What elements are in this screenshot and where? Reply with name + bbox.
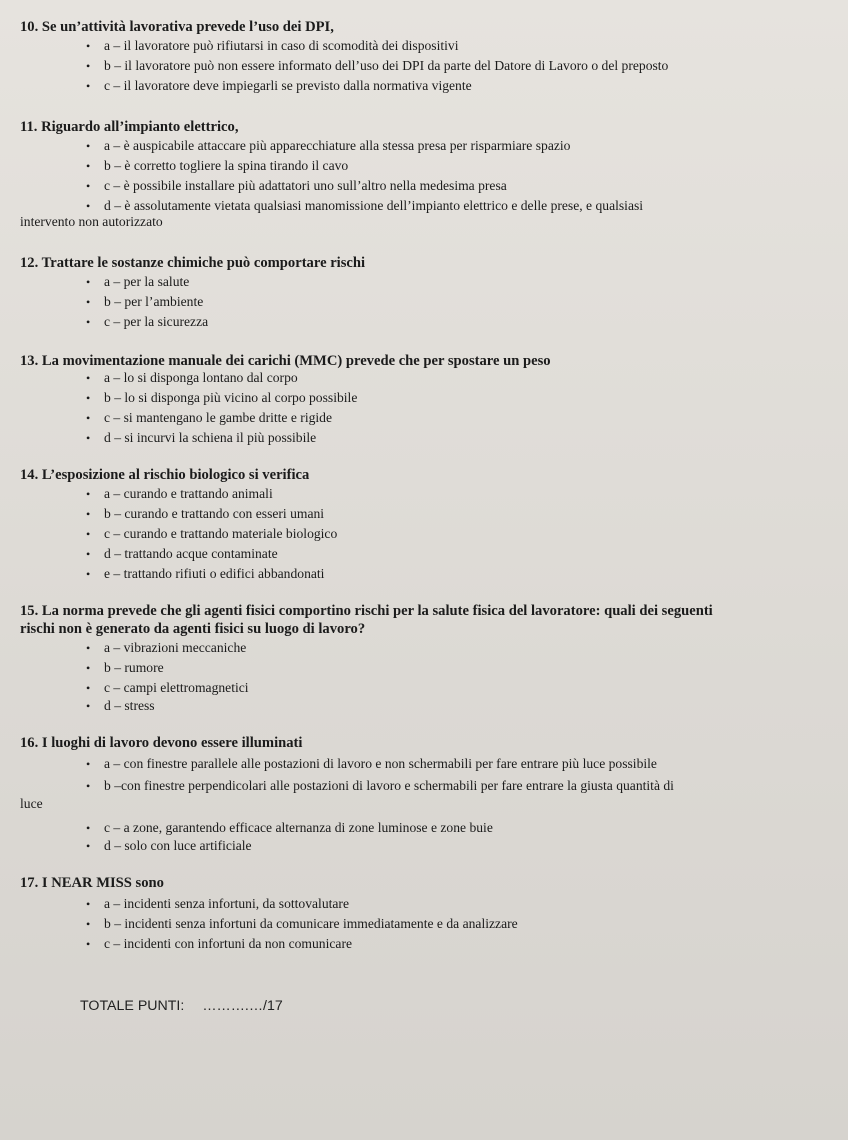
question-16-option-b: • b –con finestre perpendicolari alle postazioni di lavoro e schermabili per fare entrare la giusta quantità di (104, 778, 838, 794)
question-10-option-b: • b – il lavoratore può non essere informato dell’uso dei DPI da parte del Datore di Lavoro o del preposto (104, 58, 838, 74)
question-13-option-a: • a – lo si disponga lontano dal corpo (104, 370, 838, 386)
question-14-title: 14. L’esposizione al rischio biologico si verifica (20, 467, 310, 483)
question-10-option-c: • c – il lavoratore deve impiegarli se previsto dalla normativa vigente (104, 78, 838, 94)
question-15-option-b: • b – rumore (104, 660, 838, 676)
question-16-option-b-continuation: luce (20, 796, 43, 811)
question-11-title: 11. Riguardo all’impianto elettrico, (20, 119, 239, 135)
question-16-option-c: • c – a zone, garantendo efficace alternanza di zone luminose e zone buie (104, 820, 838, 836)
question-13-option-b: • b – lo si disponga più vicino al corpo possibile (104, 390, 838, 406)
question-15-title-line-1: 15. La norma prevede che gli agenti fisici comportino rischi per la salute fisica del lavoratore: quali dei seguenti (20, 603, 713, 619)
question-15-option-c: • c – campi elettromagnetici (104, 680, 838, 696)
question-15-title-line-2: rischi non è generato da agenti fisici su luogo di lavoro? (20, 621, 366, 637)
question-16-option-d: • d – solo con luce artificiale (104, 838, 838, 854)
question-15-option-d: • d – stress (104, 698, 838, 714)
question-13-option-c: • c – si mantengano le gambe dritte e rigide (104, 410, 838, 426)
question-16-option-a: • a – con finestre parallele alle postazioni di lavoro e non schermabili per fare entrare più luce possibile (104, 756, 838, 772)
question-11-option-a: • a – è auspicabile attaccare più apparecchiature alla stessa presa per risparmiare spazio (104, 138, 838, 154)
total-score-blank[interactable]: ……….…/17 (202, 998, 283, 1014)
question-13-option-d: • d – si incurvi la schiena il più possibile (104, 430, 838, 446)
question-11-option-d-continuation: intervento non autorizzato (20, 214, 163, 229)
question-12-option-b: • b – per l’ambiente (104, 294, 838, 310)
question-11-option-c: • c – è possibile installare più adattatori uno sull’altro nella medesima presa (104, 178, 838, 194)
question-12-title: 12. Trattare le sostanze chimiche può comportare rischi (20, 255, 366, 271)
question-17-option-c: • c – incidenti con infortuni da non comunicare (104, 936, 838, 952)
question-17-option-a: • a – incidenti senza infortuni, da sottovalutare (104, 896, 838, 912)
question-10-title: 10. Se un’attività lavorativa prevede l’uso dei DPI, (20, 19, 334, 35)
question-11-option-d: • d – è assolutamente vietata qualsiasi manomissione dell’impianto elettrico e delle prese, e qualsiasi (104, 198, 838, 214)
question-17-option-b: • b – incidenti senza infortuni da comunicare immediatamente e da analizzare (104, 916, 838, 932)
question-14-option-a: • a – curando e trattando animali (104, 486, 838, 502)
question-10-option-a: • a – il lavoratore può rifiutarsi in caso di scomodità dei dispositivi (104, 38, 838, 54)
question-16-title: 16. I luoghi di lavoro devono essere illuminati (20, 735, 303, 751)
question-12-option-a: • a – per la salute (104, 274, 838, 290)
total-score (80, 998, 283, 1014)
question-14-option-e: • e – trattando rifiuti o edifici abbandonati (104, 566, 838, 582)
question-13-title: 13. La movimentazione manuale dei carichi (MMC) prevede che per spostare un peso (20, 353, 551, 369)
question-17-title: 17. I NEAR MISS sono (20, 875, 164, 891)
question-15-option-a: • a – vibrazioni meccaniche (104, 640, 838, 656)
question-12-option-c: • c – per la sicurezza (104, 314, 838, 330)
total-score-label: TOTALE PUNTI: (80, 998, 185, 1014)
question-11-option-b: • b – è corretto togliere la spina tirando il cavo (104, 158, 838, 174)
question-14-option-c: • c – curando e trattando materiale biologico (104, 526, 838, 542)
question-14-option-d: • d – trattando acque contaminate (104, 546, 838, 562)
question-14-option-b: • b – curando e trattando con esseri umani (104, 506, 838, 522)
